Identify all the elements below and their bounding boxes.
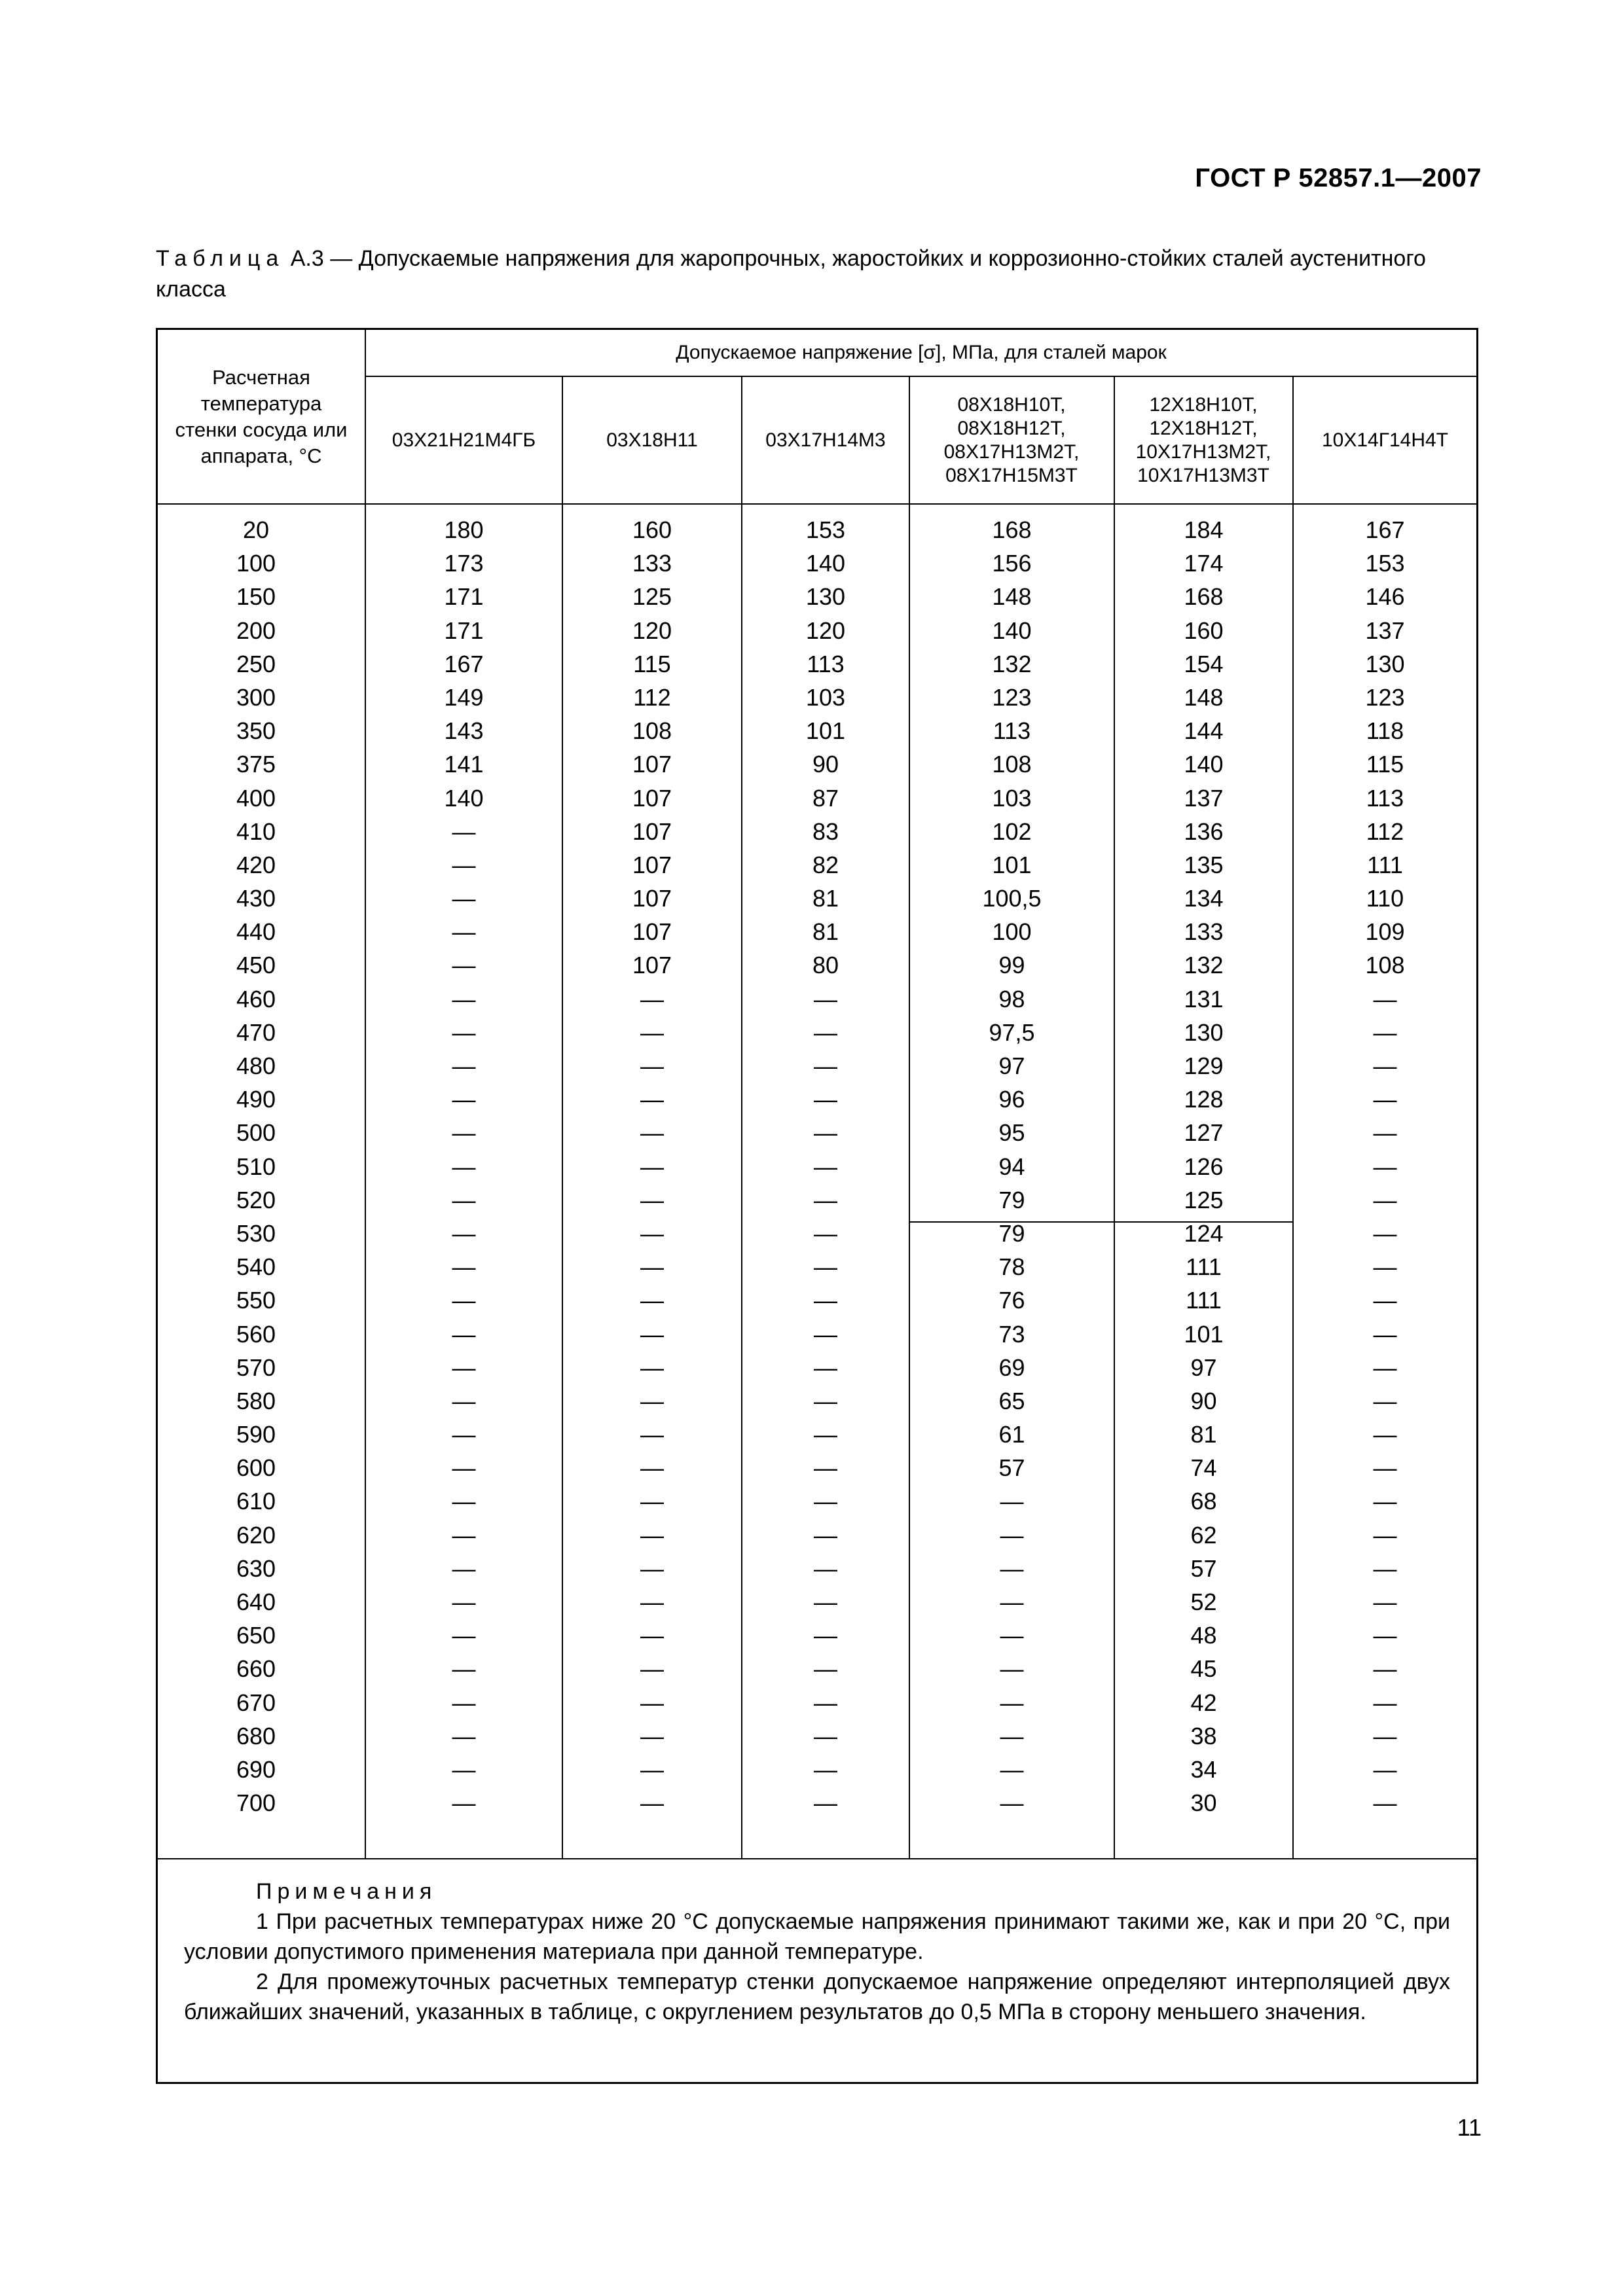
- table-cell: 143: [444, 717, 484, 745]
- table-cell: —: [452, 1655, 476, 1683]
- steel-column: [742, 513, 909, 1820]
- table-cell: —: [640, 1287, 664, 1314]
- table-cell: —: [814, 1521, 837, 1549]
- table-cell: 300: [236, 683, 276, 711]
- table-cell: 100,5: [982, 885, 1042, 912]
- notes-title: Примечания: [256, 1879, 437, 1904]
- table-cell: —: [1373, 1119, 1397, 1147]
- table-cell: 108: [1365, 952, 1405, 979]
- table-cell: —: [1373, 1320, 1397, 1348]
- table-cell: 168: [1184, 583, 1224, 611]
- table-cell: —: [814, 1755, 837, 1783]
- table-cell: —: [1000, 1689, 1024, 1716]
- table-cell: —: [1000, 1755, 1024, 1783]
- table-cell: 650: [236, 1622, 276, 1649]
- table-cell: —: [814, 1287, 837, 1314]
- table-cell: 94: [998, 1153, 1025, 1180]
- table-cell: —: [640, 1253, 664, 1281]
- table-cell: —: [814, 1421, 837, 1448]
- table-cell: 132: [1184, 952, 1224, 979]
- table-cell: 171: [444, 583, 484, 611]
- table-cell: 630: [236, 1554, 276, 1582]
- table-cell: 400: [236, 784, 276, 812]
- table-cell: 134: [1184, 885, 1224, 912]
- table-cell: —: [1000, 1622, 1024, 1649]
- table-cell: —: [452, 1588, 476, 1615]
- table-cell: 81: [812, 918, 839, 946]
- table-cell: 45: [1190, 1655, 1217, 1683]
- table-cell: 132: [992, 650, 1032, 677]
- table-cell: 82: [812, 851, 839, 878]
- table-cell: 111: [1186, 1253, 1222, 1281]
- table-cell: 113: [807, 650, 845, 677]
- table-cell: —: [1373, 1454, 1397, 1482]
- table-cell: —: [452, 1722, 476, 1749]
- table-cell: —: [1000, 1488, 1024, 1515]
- table-cell: 107: [632, 952, 672, 979]
- table-cell: 34: [1190, 1755, 1217, 1783]
- table-cell: —: [452, 1119, 476, 1147]
- table-cell: —: [814, 1219, 837, 1247]
- table-cell: 500: [236, 1119, 276, 1147]
- table-cell: 103: [805, 683, 846, 711]
- table-cell: 115: [633, 650, 671, 677]
- temperature-header: Расчетная температура стенки сосуда или аппарата, °С: [175, 365, 348, 467]
- table-cell: 81: [1190, 1421, 1217, 1448]
- steel-column: [1115, 513, 1292, 1820]
- table-cell: 540: [236, 1253, 276, 1281]
- table-cell: 73: [998, 1320, 1025, 1348]
- table-cell: —: [452, 1153, 476, 1180]
- table-cell: 108: [632, 717, 672, 745]
- table-cell: 560: [236, 1320, 276, 1348]
- table-cell: —: [1373, 1521, 1397, 1549]
- table-cell: —: [814, 1018, 837, 1046]
- table-cell: 470: [236, 1018, 276, 1046]
- table-cell: 107: [632, 784, 672, 812]
- table-cell: 480: [236, 1052, 276, 1079]
- table-cell: —: [814, 1689, 837, 1716]
- table-cell: 127: [1184, 1119, 1224, 1147]
- table-cell: —: [640, 1086, 664, 1113]
- table-cell: —: [1373, 1186, 1397, 1213]
- table-cell: 168: [992, 516, 1032, 543]
- table-cell: 112: [633, 683, 671, 711]
- table-cell: —: [814, 985, 837, 1013]
- table-cell: 120: [805, 617, 846, 644]
- table-cell: 140: [444, 784, 484, 812]
- table-cell: —: [1373, 1219, 1397, 1247]
- table-cell: —: [452, 1086, 476, 1113]
- table-cell: 133: [632, 550, 672, 577]
- table-cell: 99: [998, 952, 1025, 979]
- table-cell: 109: [1365, 918, 1405, 946]
- table-cell: —: [814, 1655, 837, 1683]
- table-cell: —: [814, 1320, 837, 1348]
- table-cell: —: [640, 1655, 664, 1683]
- note-1: 1 При расчетных температурах ниже 20 °С допускаемые напряжения принимают такими же, как и при 20 °С, при условии допустимого применения материала при данной температуре.: [184, 1909, 1450, 1964]
- table-cell: 62: [1190, 1521, 1217, 1549]
- steel-header: 03Х21Н21М4ГБ: [392, 429, 536, 451]
- table-cell: 107: [632, 751, 672, 778]
- table-cell: 57: [998, 1454, 1025, 1482]
- table-cell: —: [452, 1320, 476, 1348]
- table-cell: 670: [236, 1689, 276, 1716]
- table-cell: —: [1373, 985, 1397, 1013]
- standard-code: ГОСТ Р 52857.1—2007: [1195, 164, 1482, 192]
- table-cell: —: [452, 1488, 476, 1515]
- table-cell: —: [640, 1454, 664, 1482]
- table-cell: —: [814, 1086, 837, 1113]
- table-cell: —: [814, 1186, 837, 1213]
- table-cell: 580: [236, 1387, 276, 1414]
- table-cell: —: [1000, 1655, 1024, 1683]
- table-cell: 102: [992, 817, 1032, 845]
- table-cell: 700: [236, 1789, 276, 1817]
- table-cell: —: [452, 1521, 476, 1549]
- table-cell: 98: [998, 985, 1025, 1013]
- table-cell: —: [452, 952, 476, 979]
- table-cell: —: [640, 1588, 664, 1615]
- table-cell: 154: [1184, 650, 1224, 677]
- table-cell: —: [1373, 1588, 1397, 1615]
- table-cell: 107: [632, 851, 672, 878]
- table-cell: —: [1373, 1622, 1397, 1649]
- steel-header: 03Х18Н11: [606, 429, 698, 451]
- table-cell: 124: [1184, 1219, 1224, 1247]
- table-cell: 68: [1190, 1488, 1217, 1515]
- table-cell: 156: [992, 550, 1032, 577]
- table-cell: 141: [444, 751, 484, 778]
- table-cell: 148: [1184, 683, 1224, 711]
- table-cell: —: [640, 1421, 664, 1448]
- table-cell: —: [1373, 1086, 1397, 1113]
- table-cell: —: [814, 1119, 837, 1147]
- table-cell: 80: [812, 952, 839, 979]
- table-cell: —: [814, 1789, 837, 1817]
- table-cell: —: [640, 1554, 664, 1582]
- table-cell: —: [640, 1521, 664, 1549]
- table-cell: 97,5: [989, 1018, 1035, 1046]
- table-cell: 160: [1184, 617, 1224, 644]
- table-cell: —: [640, 985, 664, 1013]
- table-cell: —: [640, 1354, 664, 1381]
- table-cell: 350: [236, 717, 276, 745]
- table-cell: —: [640, 1320, 664, 1348]
- table-cell: 120: [632, 617, 672, 644]
- table-cell: —: [452, 1421, 476, 1448]
- temperature-column: [197, 513, 315, 1820]
- table-cell: 600: [236, 1454, 276, 1482]
- group-header: Допускаемое напряжение [σ], МПа, для сталей марок: [676, 342, 1167, 363]
- table-cell: —: [814, 1253, 837, 1281]
- table-cell: 153: [805, 516, 846, 543]
- table-cell: 115: [1366, 751, 1404, 778]
- steel-header: 08Х18Н10Т, 08Х18Н12Т, 08Х17Н13М2Т, 08Х17Н15М3Т: [943, 393, 1080, 486]
- table-cell: 87: [812, 784, 839, 812]
- table-cell: —: [640, 1387, 664, 1414]
- table-cell: 100: [992, 918, 1032, 946]
- table-cell: —: [640, 1789, 664, 1817]
- table-cell: 570: [236, 1354, 276, 1381]
- table-cell: 140: [1184, 751, 1224, 778]
- table-cell: —: [452, 1454, 476, 1482]
- table-cell: —: [1373, 1153, 1397, 1180]
- table-cell: —: [814, 1387, 837, 1414]
- table-cell: 144: [1184, 717, 1224, 745]
- table-cell: 130: [1365, 650, 1405, 677]
- table-cell: 110: [1366, 885, 1404, 912]
- table-cell: —: [452, 1622, 476, 1649]
- table-cell: —: [452, 1755, 476, 1783]
- table-cell: 490: [236, 1086, 276, 1113]
- table-cell: 90: [1190, 1387, 1217, 1414]
- table-cell: —: [640, 1153, 664, 1180]
- table-cell: 174: [1184, 550, 1224, 577]
- table-cell: —: [452, 1354, 476, 1381]
- table-cell: 97: [1190, 1354, 1217, 1381]
- table-cell: —: [814, 1554, 837, 1582]
- table-cell: 101: [992, 851, 1032, 878]
- table-cell: —: [1373, 1387, 1397, 1414]
- table-cell: —: [452, 1387, 476, 1414]
- note-2: 2 Для промежуточных расчетных температур стенки допускаемое напряжение определяют интерполяцией двух ближайших значений, указанных в таблице, с округлением результатов до 0,5 МПа в сторону меньшего значения.: [184, 1969, 1450, 2024]
- table-cell: 200: [236, 617, 276, 644]
- table-cell: —: [452, 918, 476, 946]
- table-cell: 81: [812, 885, 839, 912]
- table-cell: —: [1373, 1755, 1397, 1783]
- table-cell: —: [640, 1689, 664, 1716]
- table-cell: —: [1373, 1488, 1397, 1515]
- table-cell: 148: [992, 583, 1032, 611]
- table-cell: —: [1373, 1722, 1397, 1749]
- table-cell: 113: [1366, 784, 1404, 812]
- table-cell: 690: [236, 1755, 276, 1783]
- table-cell: 133: [1184, 918, 1224, 946]
- table-cell: —: [1373, 1253, 1397, 1281]
- table-cell: —: [452, 1219, 476, 1247]
- table-cell: 125: [632, 583, 672, 611]
- steel-column: [910, 513, 1114, 1820]
- table-cell: —: [640, 1219, 664, 1247]
- table-cell: 100: [236, 550, 276, 577]
- table-cell: 450: [236, 952, 276, 979]
- steel-header: 10Х14Г14Н4Т: [1321, 429, 1449, 451]
- table-cell: 173: [444, 550, 484, 577]
- table-cell: —: [1373, 1655, 1397, 1683]
- table-cell: 48: [1190, 1622, 1217, 1649]
- table-cell: —: [452, 817, 476, 845]
- table-cell: —: [640, 1119, 664, 1147]
- table-cell: 149: [444, 683, 484, 711]
- table-cell: 113: [993, 717, 1031, 745]
- table-cell: 61: [998, 1421, 1025, 1448]
- table-cell: 550: [236, 1287, 276, 1314]
- table-cell: —: [640, 1186, 664, 1213]
- table-cell: —: [814, 1052, 837, 1079]
- table-cell: 101: [805, 717, 846, 745]
- table-cell: 95: [998, 1119, 1025, 1147]
- table-cell: 79: [998, 1186, 1025, 1213]
- table-cell: —: [452, 1789, 476, 1817]
- caption-label: Таблица: [156, 246, 285, 271]
- table-cell: —: [814, 1488, 837, 1515]
- table-cell: 107: [632, 918, 672, 946]
- table-cell: —: [1000, 1521, 1024, 1549]
- table-cell: 123: [992, 683, 1032, 711]
- table-cell: 83: [812, 817, 839, 845]
- page-number: 11: [1457, 2114, 1482, 2141]
- table-cell: 520: [236, 1186, 276, 1213]
- caption-text: А.3 — Допускаемые напряжения для жаропрочных, жаростойких и коррозионно-стойких сталей аустенитного класса: [156, 246, 1426, 302]
- table-cell: 660: [236, 1655, 276, 1683]
- table-cell: 150: [236, 583, 276, 611]
- table-cell: 130: [805, 583, 846, 611]
- table-cell: 20: [242, 516, 270, 543]
- table-cell: 57: [1190, 1554, 1217, 1582]
- table-cell: 131: [1184, 985, 1224, 1013]
- table-cell: 38: [1190, 1722, 1217, 1749]
- table-cell: —: [452, 1689, 476, 1716]
- table-cell: —: [1000, 1789, 1024, 1817]
- table-cell: —: [452, 1287, 476, 1314]
- table-cell: 69: [998, 1354, 1025, 1381]
- table-cell: 126: [1184, 1153, 1224, 1180]
- table-cell: —: [452, 985, 476, 1013]
- table-cell: 440: [236, 918, 276, 946]
- table-cell: 112: [1366, 817, 1404, 845]
- table-cell: —: [814, 1153, 837, 1180]
- table-cell: 610: [236, 1488, 276, 1515]
- table-cell: 180: [444, 516, 484, 543]
- table-cell: 510: [236, 1153, 276, 1180]
- table-cell: 90: [812, 751, 839, 778]
- table-cell: 123: [1365, 683, 1405, 711]
- table-cell: 78: [998, 1253, 1025, 1281]
- table-cell: —: [1000, 1722, 1024, 1749]
- table-cell: 101: [1184, 1320, 1224, 1348]
- table-cell: 108: [992, 751, 1032, 778]
- table-caption: [156, 243, 1478, 305]
- stress-table: [156, 328, 1478, 2084]
- table-cell: 135: [1184, 851, 1224, 878]
- table-cell: 74: [1190, 1454, 1217, 1482]
- table-cell: 171: [444, 617, 484, 644]
- table-cell: 375: [236, 751, 276, 778]
- table-cell: 250: [236, 650, 276, 677]
- table-cell: —: [452, 1018, 476, 1046]
- table-cell: 136: [1184, 817, 1224, 845]
- table-cell: —: [1373, 1018, 1397, 1046]
- table-cell: 420: [236, 851, 276, 878]
- table-cell: —: [640, 1018, 664, 1046]
- table-cell: —: [1373, 1354, 1397, 1381]
- table-cell: —: [1373, 1052, 1397, 1079]
- table-cell: 52: [1190, 1588, 1217, 1615]
- table-cell: 103: [992, 784, 1032, 812]
- table-cell: 111: [1367, 851, 1403, 878]
- table-cell: 118: [1366, 717, 1404, 745]
- table-cell: 65: [998, 1387, 1025, 1414]
- table-cell: 137: [1365, 617, 1405, 644]
- table-cell: —: [814, 1722, 837, 1749]
- table-cell: —: [1000, 1554, 1024, 1582]
- table-cell: —: [452, 1554, 476, 1582]
- table-cell: 111: [1186, 1287, 1222, 1314]
- steel-header: 12Х18Н10Т, 12Х18Н12Т, 10Х17Н13М2Т, 10Х17Н13М3Т: [1135, 393, 1271, 486]
- table-cell: 590: [236, 1421, 276, 1448]
- table-cell: —: [640, 1722, 664, 1749]
- table-cell: —: [1373, 1689, 1397, 1716]
- table-cell: —: [452, 1186, 476, 1213]
- table-cell: 530: [236, 1219, 276, 1247]
- table-cell: —: [640, 1052, 664, 1079]
- table-cell: 140: [992, 617, 1032, 644]
- table-cell: —: [452, 1253, 476, 1281]
- table-cell: 184: [1184, 516, 1224, 543]
- table-cell: 620: [236, 1521, 276, 1549]
- table-cell: 107: [632, 817, 672, 845]
- table-cell: 125: [1184, 1186, 1224, 1213]
- table-cell: 107: [632, 885, 672, 912]
- table-cell: 160: [632, 516, 672, 543]
- table-cell: 140: [805, 550, 846, 577]
- steel-column: [366, 513, 562, 1820]
- table-cell: —: [1373, 1287, 1397, 1314]
- table-cell: 42: [1190, 1689, 1217, 1716]
- table-cell: —: [452, 851, 476, 878]
- table-cell: 153: [1365, 550, 1405, 577]
- table-cell: 76: [998, 1287, 1025, 1314]
- table-cell: —: [814, 1588, 837, 1615]
- steel-column: [563, 513, 741, 1820]
- table-cell: 79: [998, 1219, 1025, 1247]
- table-cell: 680: [236, 1722, 276, 1749]
- table-cell: —: [814, 1354, 837, 1381]
- table-cell: 128: [1184, 1086, 1224, 1113]
- table-cell: 640: [236, 1588, 276, 1615]
- table-cell: —: [452, 1052, 476, 1079]
- table-cell: —: [1373, 1789, 1397, 1817]
- table-cell: —: [1373, 1554, 1397, 1582]
- table-cell: 30: [1190, 1789, 1217, 1817]
- table-cell: —: [1000, 1588, 1024, 1615]
- table-cell: —: [640, 1622, 664, 1649]
- table-cell: 129: [1184, 1052, 1224, 1079]
- table-cell: 167: [1365, 516, 1405, 543]
- table-cell: 96: [998, 1086, 1025, 1113]
- table-cell: —: [814, 1454, 837, 1482]
- table-cell: —: [452, 885, 476, 912]
- table-cell: —: [814, 1622, 837, 1649]
- table-cell: 97: [998, 1052, 1025, 1079]
- steel-column: [1294, 513, 1476, 1820]
- table-cell: 460: [236, 985, 276, 1013]
- table-cell: —: [1373, 1421, 1397, 1448]
- table-notes: [158, 1859, 1476, 2082]
- table-cell: 430: [236, 885, 276, 912]
- table-cell: 137: [1184, 784, 1224, 812]
- table-cell: 410: [236, 817, 276, 845]
- table-cell: 146: [1365, 583, 1405, 611]
- steel-header: 03Х17Н14М3: [765, 429, 886, 451]
- table-cell: 167: [444, 650, 484, 677]
- table-cell: —: [640, 1755, 664, 1783]
- table-cell: —: [640, 1488, 664, 1515]
- table-cell: 130: [1184, 1018, 1224, 1046]
